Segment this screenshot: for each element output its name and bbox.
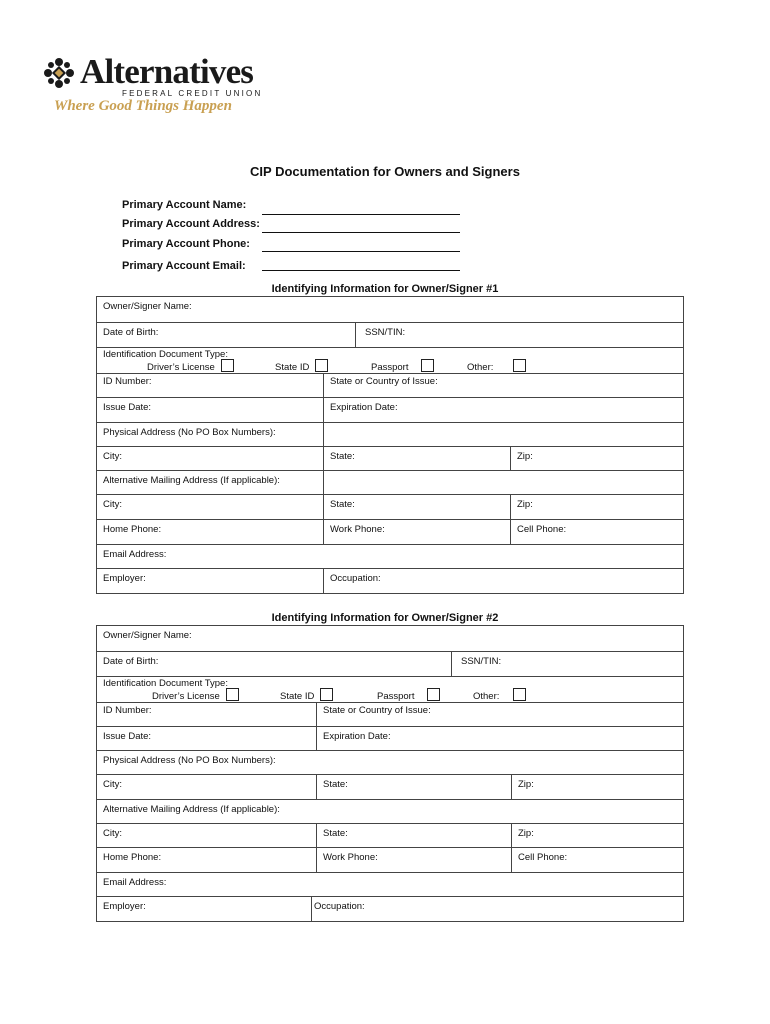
state-id-option[interactable] xyxy=(280,688,333,702)
table-row xyxy=(97,872,683,896)
zip-field[interactable]: Zip: xyxy=(511,775,683,799)
occupation-field[interactable]: Occupation: xyxy=(311,897,683,921)
primary-name-label: Primary Account Name: xyxy=(122,199,247,211)
drivers-license-checkbox[interactable] xyxy=(221,359,234,372)
email-field[interactable]: Email Address: xyxy=(103,549,167,560)
logo-knot-icon xyxy=(42,56,76,90)
alt-city-field[interactable]: City: xyxy=(103,499,122,510)
expiration-date-field[interactable]: Expiration Date: xyxy=(323,398,683,422)
credit-union-logo xyxy=(40,52,263,122)
email-field[interactable]: Email Address: xyxy=(103,877,167,888)
other-option[interactable] xyxy=(467,359,526,373)
alt-address-field[interactable]: Alternative Mailing Address (If applicable): xyxy=(103,804,280,815)
table-row xyxy=(97,519,683,544)
drivers-license-option[interactable] xyxy=(147,359,234,373)
passport-option[interactable] xyxy=(377,688,440,702)
table-row xyxy=(97,774,683,799)
table-row xyxy=(97,626,683,651)
table-row xyxy=(97,568,683,593)
logo-subtitle: FEDERAL CREDIT UNION xyxy=(122,89,263,98)
dob-field[interactable]: Date of Birth: xyxy=(103,327,159,338)
alt-address-field[interactable]: Alternative Mailing Address (If applicable): xyxy=(103,475,280,486)
other-option[interactable] xyxy=(473,688,526,702)
passport-label: Passport xyxy=(371,362,409,373)
table-row xyxy=(97,651,683,676)
primary-phone-line[interactable] xyxy=(262,250,460,252)
table-row xyxy=(97,297,683,322)
id-type-label: Identification Document Type: xyxy=(103,678,228,689)
employer-field[interactable]: Employer: xyxy=(103,901,146,912)
table-row xyxy=(97,373,683,397)
signer1-heading: Identifying Information for Owner/Signer #1 xyxy=(271,283,499,295)
zip-field[interactable]: Zip: xyxy=(510,447,683,470)
owner-name-field[interactable]: Owner/Signer Name: xyxy=(103,301,192,312)
other-checkbox[interactable] xyxy=(513,359,526,372)
table-row xyxy=(97,494,683,519)
table-row xyxy=(97,847,683,872)
alt-state-field[interactable]: State: xyxy=(323,495,510,519)
passport-label: Passport xyxy=(377,691,415,702)
ssn-field[interactable]: SSN/TIN: xyxy=(451,652,683,676)
state-field[interactable]: State: xyxy=(323,447,510,470)
table-row xyxy=(97,726,683,750)
table-row xyxy=(97,470,683,494)
state-id-label: State ID xyxy=(275,362,310,373)
passport-checkbox[interactable] xyxy=(421,359,434,372)
id-type-row xyxy=(97,347,683,373)
logo-wordmark: Alternatives xyxy=(80,52,254,91)
alt-state-field[interactable]: State: xyxy=(316,824,511,847)
expiration-date-field[interactable]: Expiration Date: xyxy=(316,727,683,750)
issue-date-field[interactable]: Issue Date: xyxy=(103,402,152,413)
other-checkbox[interactable] xyxy=(513,688,526,701)
signer2-table xyxy=(96,625,684,922)
table-row xyxy=(97,446,683,470)
table-row xyxy=(97,702,683,726)
primary-address-label: Primary Account Address: xyxy=(122,218,260,230)
issue-date-field[interactable]: Issue Date: xyxy=(103,731,152,742)
signer1-table xyxy=(96,296,684,594)
drivers-license-label: Driver’s License xyxy=(152,691,220,702)
primary-address-line[interactable] xyxy=(262,231,460,233)
state-issue-field[interactable]: State or Country of Issue: xyxy=(323,374,683,397)
drivers-license-checkbox[interactable] xyxy=(226,688,239,701)
table-row xyxy=(97,799,683,823)
state-id-checkbox[interactable] xyxy=(320,688,333,701)
home-phone-field[interactable]: Home Phone: xyxy=(103,524,162,535)
cell-phone-field[interactable]: Cell Phone: xyxy=(511,848,683,872)
id-type-row xyxy=(97,676,683,702)
passport-option[interactable] xyxy=(371,359,434,373)
alt-address-input[interactable] xyxy=(323,471,683,494)
home-phone-field[interactable]: Home Phone: xyxy=(103,852,162,863)
cell-phone-field[interactable]: Cell Phone: xyxy=(510,520,683,544)
primary-email-label: Primary Account Email: xyxy=(122,260,246,272)
alt-city-field[interactable]: City: xyxy=(103,828,122,839)
table-row xyxy=(97,750,683,774)
drivers-license-label: Driver’s License xyxy=(147,362,215,373)
alt-zip-field[interactable]: Zip: xyxy=(510,495,683,519)
page-title: CIP Documentation for Owners and Signers xyxy=(250,164,520,179)
primary-email-line[interactable] xyxy=(262,269,460,271)
table-row xyxy=(97,322,683,347)
state-id-option[interactable] xyxy=(275,359,328,373)
state-id-checkbox[interactable] xyxy=(315,359,328,372)
passport-checkbox[interactable] xyxy=(427,688,440,701)
primary-name-line[interactable] xyxy=(262,213,460,215)
other-label: Other: xyxy=(473,691,500,702)
employer-field[interactable]: Employer: xyxy=(103,573,146,584)
physical-address-field[interactable]: Physical Address (No PO Box Numbers): xyxy=(103,427,276,438)
signer2-heading: Identifying Information for Owner/Signer #2 xyxy=(271,612,499,624)
drivers-license-option[interactable] xyxy=(152,688,239,702)
city-field[interactable]: City: xyxy=(103,779,122,790)
table-row xyxy=(97,544,683,568)
table-row xyxy=(97,422,683,446)
logo-tagline: Where Good Things Happen xyxy=(54,98,232,114)
work-phone-field[interactable]: Work Phone: xyxy=(323,520,510,544)
table-row xyxy=(97,823,683,847)
city-field[interactable]: City: xyxy=(103,451,122,462)
id-number-field[interactable]: ID Number: xyxy=(103,705,152,716)
id-type-label: Identification Document Type: xyxy=(103,349,228,360)
ssn-field[interactable]: SSN/TIN: xyxy=(355,323,683,347)
physical-address-input[interactable] xyxy=(323,423,683,446)
table-row xyxy=(97,896,683,921)
owner-name-field[interactable]: Owner/Signer Name: xyxy=(103,630,192,641)
dob-field[interactable]: Date of Birth: xyxy=(103,656,159,667)
state-id-label: State ID xyxy=(280,691,315,702)
state-field[interactable]: State: xyxy=(316,775,511,799)
work-phone-field[interactable]: Work Phone: xyxy=(316,848,511,872)
physical-address-field[interactable]: Physical Address (No PO Box Numbers): xyxy=(103,755,276,766)
other-label: Other: xyxy=(467,362,494,373)
state-issue-field[interactable]: State or Country of Issue: xyxy=(316,703,683,726)
occupation-field[interactable]: Occupation: xyxy=(323,569,683,593)
id-number-field[interactable]: ID Number: xyxy=(103,376,152,387)
table-row xyxy=(97,397,683,422)
alt-zip-field[interactable]: Zip: xyxy=(511,824,683,847)
primary-phone-label: Primary Account Phone: xyxy=(122,238,250,250)
